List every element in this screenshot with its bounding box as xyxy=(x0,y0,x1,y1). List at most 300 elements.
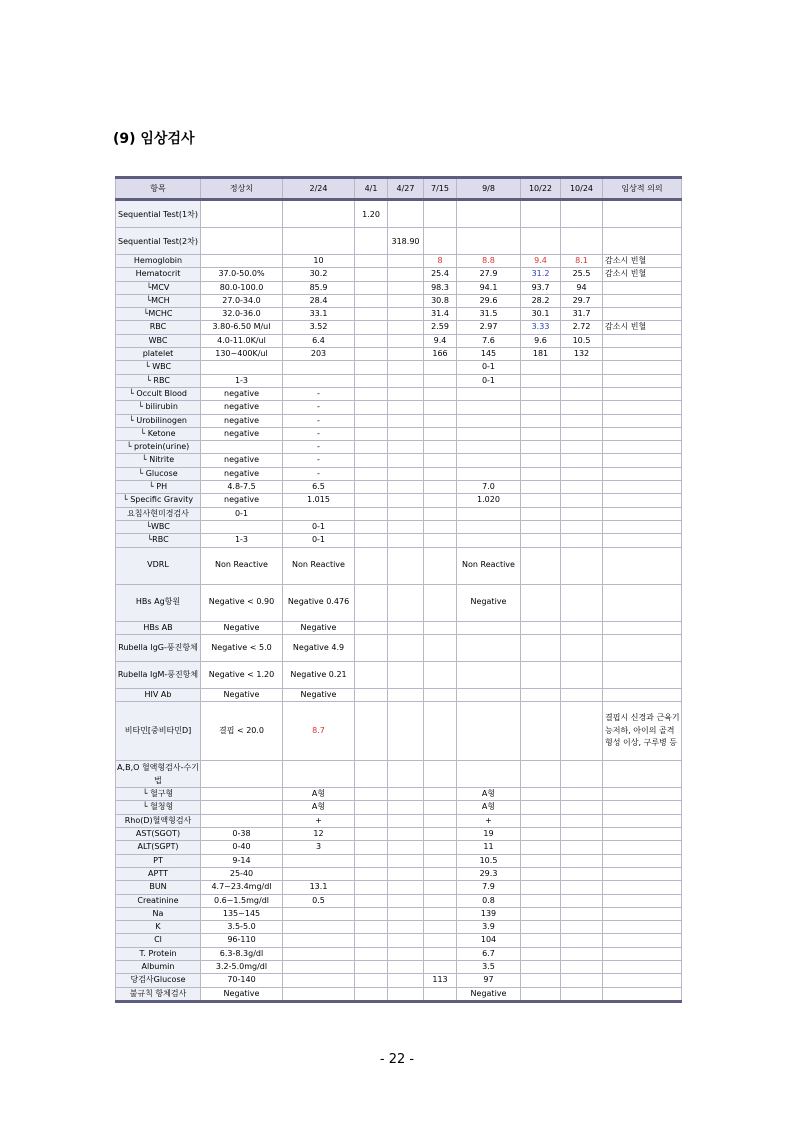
value-cell xyxy=(561,534,603,547)
value-cell xyxy=(424,947,457,960)
value-cell xyxy=(424,481,457,494)
value-cell xyxy=(355,401,388,414)
value-cell xyxy=(424,907,457,920)
value-cell xyxy=(424,960,457,973)
value-cell xyxy=(283,761,355,788)
page-number: - 22 - xyxy=(379,1052,415,1067)
value-cell xyxy=(561,761,603,788)
value-cell: 94.1 xyxy=(457,281,521,294)
value-cell xyxy=(561,547,603,584)
value-cell xyxy=(355,228,388,255)
section-title: (9) 임상검사 xyxy=(113,131,195,147)
value-cell xyxy=(561,688,603,701)
item-cell: └ 혈청형 xyxy=(116,801,201,814)
value-cell: 30.2 xyxy=(283,268,355,281)
significance-cell xyxy=(603,454,682,467)
value-cell xyxy=(355,894,388,907)
significance-cell xyxy=(603,401,682,414)
value-cell xyxy=(388,494,424,507)
table-row xyxy=(116,788,682,801)
table-row xyxy=(116,584,682,621)
value-cell xyxy=(424,867,457,880)
table-row xyxy=(116,702,682,761)
value-cell xyxy=(457,520,521,533)
table-row xyxy=(116,534,682,547)
value-cell: - xyxy=(283,387,355,400)
value-cell xyxy=(561,520,603,533)
value-cell: Non Reactive xyxy=(283,547,355,584)
value-cell xyxy=(561,867,603,880)
value-cell: 0.8 xyxy=(457,894,521,907)
value-cell xyxy=(283,867,355,880)
value-cell xyxy=(561,427,603,440)
significance-cell xyxy=(603,308,682,321)
table-row xyxy=(116,947,682,960)
value-cell xyxy=(561,584,603,621)
value-cell: + xyxy=(283,814,355,827)
value-cell xyxy=(355,960,388,973)
value-cell xyxy=(355,907,388,920)
value-cell xyxy=(457,441,521,454)
significance-cell: 감소시 빈혈 xyxy=(603,255,682,268)
table-row xyxy=(116,974,682,987)
table-row xyxy=(116,200,682,228)
significance-cell xyxy=(603,467,682,480)
table-row xyxy=(116,481,682,494)
significance-cell xyxy=(603,584,682,621)
value-cell: 31.7 xyxy=(561,308,603,321)
value-cell: 10.5 xyxy=(561,334,603,347)
item-cell: platelet xyxy=(116,348,201,361)
value-cell: 3.33 xyxy=(521,321,561,334)
value-cell xyxy=(521,454,561,467)
table-row xyxy=(116,441,682,454)
significance-cell xyxy=(603,894,682,907)
value-cell xyxy=(561,801,603,814)
value-cell xyxy=(521,387,561,400)
value-cell xyxy=(521,702,561,761)
value-cell xyxy=(388,947,424,960)
item-cell: └ protein(urine) xyxy=(116,441,201,454)
value-cell xyxy=(355,334,388,347)
value-cell: - xyxy=(283,414,355,427)
significance-cell: 결핍시 신경과 근육기능저하, 아이의 골격형성 이상, 구루병 등 xyxy=(603,702,682,761)
col-header-date: 4/1 xyxy=(355,178,388,200)
item-cell: └ Ketone xyxy=(116,427,201,440)
value-cell xyxy=(561,481,603,494)
value-cell xyxy=(457,427,521,440)
value-cell xyxy=(355,467,388,480)
value-cell xyxy=(521,841,561,854)
table-header-row xyxy=(116,178,682,200)
value-cell: 3 xyxy=(283,841,355,854)
value-cell xyxy=(561,401,603,414)
normal-range-cell xyxy=(201,814,283,827)
table-row xyxy=(116,854,682,867)
table-row xyxy=(116,688,682,701)
value-cell xyxy=(388,974,424,987)
value-cell xyxy=(388,348,424,361)
value-cell xyxy=(521,634,561,661)
normal-range-cell: negative xyxy=(201,401,283,414)
value-cell xyxy=(561,387,603,400)
value-cell: 0-1 xyxy=(457,374,521,387)
table-row xyxy=(116,881,682,894)
item-cell: T. Protein xyxy=(116,947,201,960)
col-header-date: 10/22 xyxy=(521,178,561,200)
value-cell xyxy=(355,661,388,688)
normal-range-cell: 9-14 xyxy=(201,854,283,867)
item-cell: Sequential Test(2차) xyxy=(116,228,201,255)
item-cell: WBC xyxy=(116,334,201,347)
value-cell xyxy=(388,520,424,533)
value-cell: 93.7 xyxy=(521,281,561,294)
item-cell: └MCH xyxy=(116,294,201,307)
value-cell xyxy=(521,481,561,494)
significance-cell xyxy=(603,200,682,228)
value-cell xyxy=(388,308,424,321)
normal-range-cell: 0-40 xyxy=(201,841,283,854)
col-header-date: 4/27 xyxy=(388,178,424,200)
value-cell: Negative xyxy=(457,584,521,621)
table-row xyxy=(116,401,682,414)
value-cell xyxy=(355,361,388,374)
normal-range-cell: negative xyxy=(201,467,283,480)
value-cell: 31.2 xyxy=(521,268,561,281)
value-cell xyxy=(355,441,388,454)
table-row xyxy=(116,308,682,321)
value-cell: A형 xyxy=(283,788,355,801)
value-cell xyxy=(388,661,424,688)
normal-range-cell: Negative < 5.0 xyxy=(201,634,283,661)
significance-cell xyxy=(603,334,682,347)
value-cell xyxy=(561,228,603,255)
value-cell xyxy=(283,934,355,947)
significance-cell xyxy=(603,427,682,440)
table-row xyxy=(116,520,682,533)
value-cell: 1.20 xyxy=(355,200,388,228)
normal-range-cell: 25-40 xyxy=(201,867,283,880)
value-cell: 31.4 xyxy=(424,308,457,321)
value-cell xyxy=(424,427,457,440)
value-cell: 12 xyxy=(283,828,355,841)
value-cell xyxy=(424,520,457,533)
value-cell xyxy=(388,334,424,347)
value-cell xyxy=(521,661,561,688)
significance-cell xyxy=(603,294,682,307)
normal-range-cell: negative xyxy=(201,427,283,440)
value-cell: 0-1 xyxy=(283,534,355,547)
value-cell xyxy=(561,634,603,661)
value-cell: A형 xyxy=(457,788,521,801)
value-cell xyxy=(521,987,561,1001)
significance-cell xyxy=(603,481,682,494)
item-cell: BUN xyxy=(116,881,201,894)
value-cell xyxy=(457,661,521,688)
value-cell xyxy=(521,507,561,520)
item-cell: HIV Ab xyxy=(116,688,201,701)
item-cell: HBs Ag항원 xyxy=(116,584,201,621)
value-cell xyxy=(388,621,424,634)
value-cell xyxy=(388,801,424,814)
value-cell xyxy=(561,507,603,520)
value-cell xyxy=(388,894,424,907)
item-cell: Albumin xyxy=(116,960,201,973)
table-row xyxy=(116,507,682,520)
table-row xyxy=(116,334,682,347)
normal-range-cell: 3.2-5.0mg/dl xyxy=(201,960,283,973)
significance-cell xyxy=(603,788,682,801)
table-row xyxy=(116,268,682,281)
normal-range-cell: Negative xyxy=(201,688,283,701)
item-cell: └ Glucose xyxy=(116,467,201,480)
normal-range-cell: Negative < 1.20 xyxy=(201,661,283,688)
item-cell: Rubella IgG-풍진항체 xyxy=(116,634,201,661)
value-cell: 145 xyxy=(457,348,521,361)
value-cell: 104 xyxy=(457,934,521,947)
normal-range-cell: negative xyxy=(201,387,283,400)
normal-range-cell: 3.5-5.0 xyxy=(201,921,283,934)
value-cell: 181 xyxy=(521,348,561,361)
significance-cell xyxy=(603,494,682,507)
normal-range-cell: 0-38 xyxy=(201,828,283,841)
item-cell: AST(SGOT) xyxy=(116,828,201,841)
value-cell xyxy=(521,881,561,894)
significance-cell xyxy=(603,688,682,701)
value-cell xyxy=(388,934,424,947)
value-cell xyxy=(355,788,388,801)
significance-cell xyxy=(603,281,682,294)
value-cell xyxy=(355,974,388,987)
value-cell: Negative 0.476 xyxy=(283,584,355,621)
value-cell: 1.020 xyxy=(457,494,521,507)
item-cell: K xyxy=(116,921,201,934)
value-cell xyxy=(283,361,355,374)
value-cell xyxy=(388,921,424,934)
normal-range-cell: 135~145 xyxy=(201,907,283,920)
value-cell xyxy=(355,801,388,814)
value-cell xyxy=(521,534,561,547)
value-cell xyxy=(521,228,561,255)
value-cell xyxy=(521,828,561,841)
value-cell xyxy=(355,321,388,334)
item-cell: └ Occult Blood xyxy=(116,387,201,400)
item-cell: └ Specific Gravity xyxy=(116,494,201,507)
item-cell: Rubella IgM-풍진항체 xyxy=(116,661,201,688)
value-cell xyxy=(457,621,521,634)
table-row xyxy=(116,387,682,400)
significance-cell xyxy=(603,621,682,634)
value-cell: Negative 4.9 xyxy=(283,634,355,661)
item-cell: APTT xyxy=(116,867,201,880)
significance-cell xyxy=(603,414,682,427)
value-cell xyxy=(355,881,388,894)
value-cell: 10 xyxy=(283,255,355,268)
value-cell: 3.5 xyxy=(457,960,521,973)
value-cell xyxy=(424,661,457,688)
item-cell: 당검사Glucose xyxy=(116,974,201,987)
normal-range-cell: 3.80-6.50 M/ul xyxy=(201,321,283,334)
significance-cell xyxy=(603,867,682,880)
item-cell: 요침사현미경검사 xyxy=(116,507,201,520)
table-row xyxy=(116,294,682,307)
value-cell: A형 xyxy=(283,801,355,814)
significance-cell xyxy=(603,841,682,854)
table-row xyxy=(116,801,682,814)
table-row xyxy=(116,255,682,268)
value-cell xyxy=(355,534,388,547)
normal-range-cell: Non Reactive xyxy=(201,547,283,584)
table-row xyxy=(116,661,682,688)
significance-cell xyxy=(603,547,682,584)
normal-range-cell: 32.0-36.0 xyxy=(201,308,283,321)
item-cell: └MCHC xyxy=(116,308,201,321)
value-cell xyxy=(457,401,521,414)
value-cell xyxy=(355,934,388,947)
value-cell xyxy=(521,907,561,920)
value-cell xyxy=(355,268,388,281)
normal-range-cell: negative xyxy=(201,494,283,507)
value-cell xyxy=(355,481,388,494)
table-row xyxy=(116,907,682,920)
value-cell xyxy=(561,947,603,960)
table-row xyxy=(116,454,682,467)
col-header-item: 항목 xyxy=(116,178,201,200)
value-cell xyxy=(283,907,355,920)
value-cell: Negative 0.21 xyxy=(283,661,355,688)
value-cell xyxy=(424,454,457,467)
value-cell xyxy=(424,228,457,255)
value-cell xyxy=(521,441,561,454)
value-cell: 9.4 xyxy=(424,334,457,347)
normal-range-cell xyxy=(201,520,283,533)
value-cell xyxy=(561,841,603,854)
normal-range-cell: Negative xyxy=(201,621,283,634)
value-cell xyxy=(561,441,603,454)
value-cell: 9.4 xyxy=(521,255,561,268)
value-cell xyxy=(355,494,388,507)
normal-range-cell: 4.0-11.0K/ul xyxy=(201,334,283,347)
value-cell xyxy=(561,788,603,801)
value-cell xyxy=(457,534,521,547)
item-cell: HBs AB xyxy=(116,621,201,634)
col-header-date: 10/24 xyxy=(561,178,603,200)
significance-cell xyxy=(603,361,682,374)
value-cell xyxy=(424,414,457,427)
value-cell xyxy=(355,814,388,827)
table-row xyxy=(116,414,682,427)
value-cell xyxy=(388,867,424,880)
value-cell: - xyxy=(283,401,355,414)
value-cell xyxy=(521,200,561,228)
value-cell xyxy=(388,427,424,440)
value-cell xyxy=(424,200,457,228)
value-cell: 7.0 xyxy=(457,481,521,494)
value-cell xyxy=(388,907,424,920)
table-row xyxy=(116,427,682,440)
value-cell xyxy=(355,348,388,361)
value-cell xyxy=(355,294,388,307)
value-cell: + xyxy=(457,814,521,827)
value-cell xyxy=(283,200,355,228)
significance-cell xyxy=(603,934,682,947)
value-cell: 2.72 xyxy=(561,321,603,334)
table-row xyxy=(116,361,682,374)
value-cell xyxy=(388,321,424,334)
value-cell xyxy=(355,688,388,701)
value-cell xyxy=(561,934,603,947)
table-row xyxy=(116,828,682,841)
table-row xyxy=(116,494,682,507)
normal-range-cell: 6.3-8.3g/dl xyxy=(201,947,283,960)
value-cell xyxy=(388,255,424,268)
table-row xyxy=(116,841,682,854)
normal-range-cell: 0.6~1.5mg/dl xyxy=(201,894,283,907)
value-cell xyxy=(561,881,603,894)
value-cell xyxy=(388,828,424,841)
value-cell xyxy=(521,467,561,480)
value-cell xyxy=(521,934,561,947)
value-cell xyxy=(424,634,457,661)
normal-range-cell xyxy=(201,761,283,788)
value-cell xyxy=(424,854,457,867)
value-cell: 8 xyxy=(424,255,457,268)
table-row xyxy=(116,321,682,334)
value-cell xyxy=(521,974,561,987)
normal-range-cell xyxy=(201,361,283,374)
item-cell: RBC xyxy=(116,321,201,334)
value-cell xyxy=(283,947,355,960)
significance-cell xyxy=(603,854,682,867)
value-cell xyxy=(388,584,424,621)
value-cell xyxy=(355,621,388,634)
value-cell xyxy=(457,414,521,427)
normal-range-cell: Negative < 0.90 xyxy=(201,584,283,621)
value-cell: 29.3 xyxy=(457,867,521,880)
value-cell xyxy=(355,828,388,841)
value-cell: 31.5 xyxy=(457,308,521,321)
normal-range-cell: negative xyxy=(201,414,283,427)
value-cell xyxy=(424,788,457,801)
value-cell xyxy=(561,894,603,907)
normal-range-cell xyxy=(201,255,283,268)
value-cell: 1.015 xyxy=(283,494,355,507)
value-cell xyxy=(424,881,457,894)
significance-cell xyxy=(603,761,682,788)
value-cell xyxy=(457,688,521,701)
item-cell: VDRL xyxy=(116,547,201,584)
value-cell xyxy=(424,841,457,854)
value-cell xyxy=(355,634,388,661)
table-row xyxy=(116,547,682,584)
significance-cell: 감소시 빈혈 xyxy=(603,321,682,334)
value-cell xyxy=(388,854,424,867)
value-cell xyxy=(424,494,457,507)
value-cell xyxy=(521,547,561,584)
col-header-note: 임상적 의의 xyxy=(603,178,682,200)
value-cell xyxy=(355,520,388,533)
value-cell xyxy=(561,361,603,374)
item-cell: └ RBC xyxy=(116,374,201,387)
value-cell: 11 xyxy=(457,841,521,854)
value-cell: 132 xyxy=(561,348,603,361)
value-cell: 28.4 xyxy=(283,294,355,307)
value-cell xyxy=(521,414,561,427)
value-cell: 8.7 xyxy=(283,702,355,761)
value-cell xyxy=(388,702,424,761)
value-cell xyxy=(521,494,561,507)
table-row xyxy=(116,467,682,480)
